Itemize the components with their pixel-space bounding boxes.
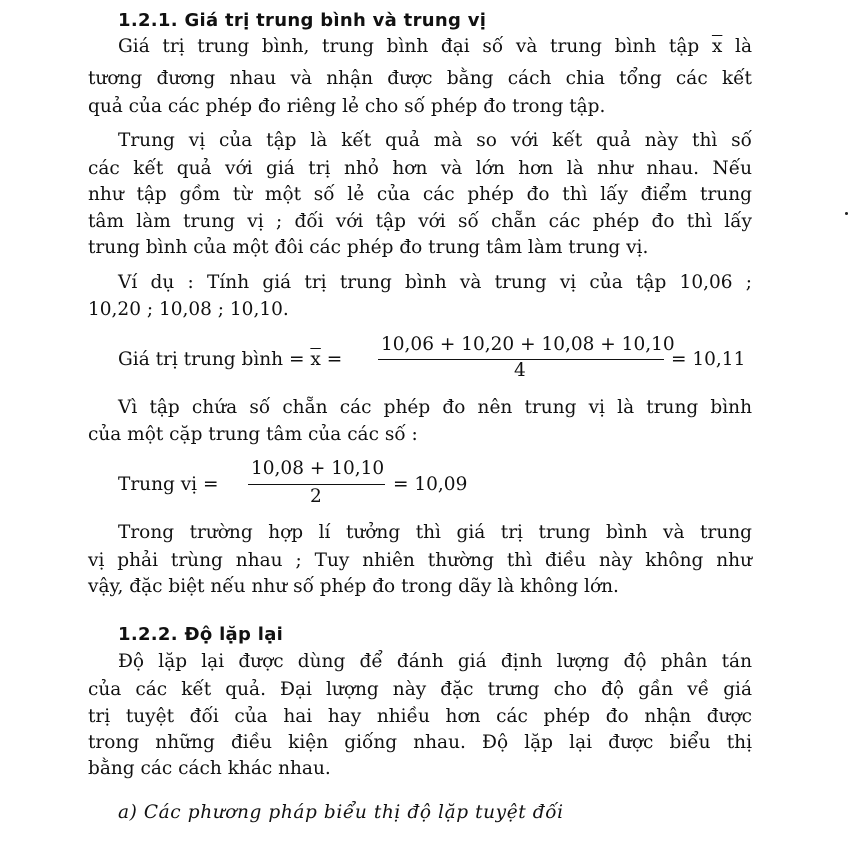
paragraph-line: vị phải trùng nhau ; Tuy nhiên thường thì điều này không như — [88, 550, 752, 571]
x-bar-symbol: $\overline{x}$ — [711, 36, 723, 57]
paragraph-line: tâm làm trung vị ; đối với tập với số chẵn các phép đo thì lấy — [88, 211, 752, 232]
paragraph-line: các kết quả với giá trị nhỏ hơn và lớn hơn là như nhau. Nếu — [88, 158, 752, 179]
median-formula-label: Trung vị = — [118, 474, 219, 495]
section-heading-1-2-1: 1.2.1. Giá trị trung bình và trung vị — [118, 10, 487, 31]
paragraph-line: Trung vị của tập là kết quả mà so với kết quả này thì số — [118, 130, 752, 151]
x-bar-symbol: $\overline{x}$ — [310, 349, 321, 370]
paragraph-line: như tập gồm từ một số lẻ của các phép đo thì lấy điểm trung — [88, 184, 752, 205]
median-denominator: 2 — [310, 486, 322, 507]
mean-numerator: 10,06 + 10,20 + 10,08 + 10,10 — [381, 334, 675, 355]
paragraph-line: bằng các cách khác nhau. — [88, 758, 331, 779]
paragraph-line: Giá trị trung bình, trung bình đại số và trung bình tập $\overline{x}$ là — [118, 36, 752, 57]
paragraph-line: của một cặp trung tâm của các số : — [88, 424, 418, 445]
mean-formula-label: Giá trị trung bình = $\overline{x}$ = — [118, 349, 343, 370]
median-result: = 10,09 — [393, 474, 468, 495]
section-heading-1-2-2: 1.2.2. Độ lặp lại — [118, 624, 284, 645]
paragraph-line: tương đương nhau và nhận được bằng cách chia tổng các kết — [88, 68, 752, 89]
example-line: Ví dụ : Tính giá trị trung bình và trung vị của tập 10,06 ; — [118, 272, 752, 293]
paragraph-line: vậy, đặc biệt nếu như số phép đo trong dãy là không lớn. — [88, 576, 619, 597]
mean-denominator: 4 — [514, 360, 526, 381]
paragraph-line: quả của các phép đo riêng lẻ cho số phép đo trong tập. — [88, 96, 606, 117]
paragraph-line: Trong trường hợp lí tưởng thì giá trị trung bình và trung — [118, 522, 752, 543]
paragraph-line: Vì tập chứa số chẵn các phép đo nên trung vị là trung bình — [118, 397, 752, 418]
median-numerator: 10,08 + 10,10 — [251, 458, 385, 479]
paragraph-line: của các kết quả. Đại lượng này đặc trưng cho độ gần về giá — [88, 679, 752, 700]
paragraph-line: trị tuyệt đối của hai hay nhiều hơn các phép đo nhận được — [88, 706, 752, 727]
fraction-bar — [248, 484, 385, 485]
paragraph-line: trung bình của một đôi các phép đo trung tâm làm trung vị. — [88, 237, 649, 258]
example-line: 10,20 ; 10,08 ; 10,10. — [88, 299, 289, 320]
mean-result: = 10,11 — [671, 349, 746, 370]
scan-speck — [845, 212, 848, 215]
paragraph-line: trong những điều kiện giống nhau. Độ lặp lại được biểu thị — [88, 732, 752, 753]
subsection-heading-a: a) Các phương pháp biểu thị độ lặp tuyệt đối — [118, 802, 564, 823]
paragraph-line: Độ lặp lại được dùng để đánh giá định lượng độ phân tán — [118, 651, 752, 672]
